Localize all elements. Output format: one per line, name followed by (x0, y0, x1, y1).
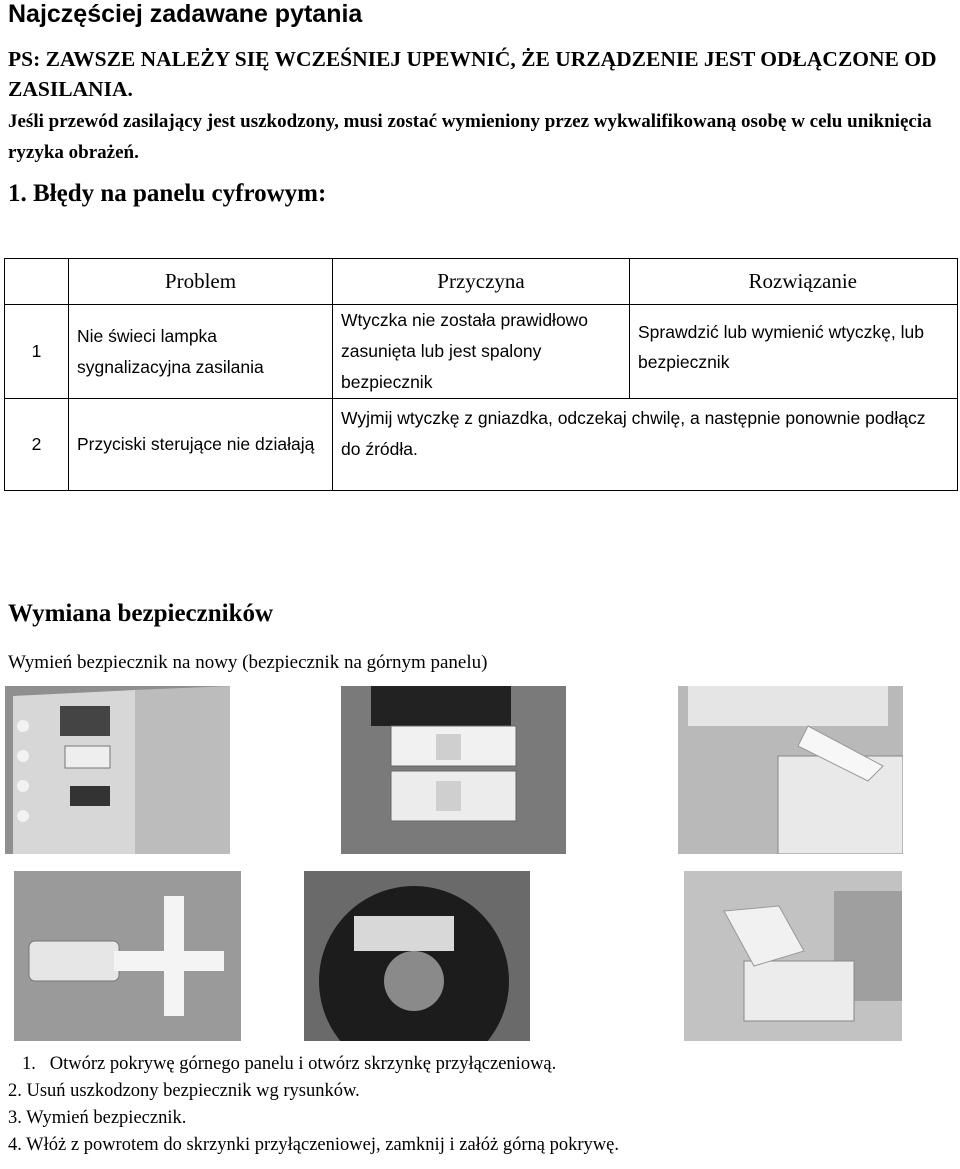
problem-cell: Nie świeci lampka sygnalizacyjna zasilania (69, 305, 333, 399)
table-header-row (5, 259, 958, 305)
table-row (5, 305, 958, 399)
step-3: 3. Wymień bezpiecznik. (8, 1108, 187, 1128)
table-header-cause: Przyczyna (333, 259, 630, 305)
junction-box-illustration (5, 686, 230, 854)
step-2: 2. Usuń uszkodzony bezpiecznik wg rysunków. (8, 1081, 360, 1101)
solution-cell: Sprawdzić lub wymienić wtyczkę, lub bezpiecznik (630, 305, 958, 399)
fuse-section-title: Wymiana bezpieczników (8, 600, 274, 627)
fuse-intro: Wymień bezpiecznik na nowy (bezpiecznik na górnym panelu) (8, 652, 488, 673)
photo-fuse-insert (684, 871, 902, 1041)
errors-table (4, 258, 958, 491)
table-header-solution: Rozwiązanie (630, 259, 958, 305)
table-header-empty (5, 259, 69, 305)
photo-fuse-holders (341, 686, 566, 854)
fuse-insert-illustration (684, 871, 902, 1041)
page-title: Najczęściej zadawane pytania (8, 0, 363, 28)
errors-section-title: 1. Błędy na panelu cyfrowym: (8, 180, 327, 207)
problem-cell: Przyciski sterujące nie działają (69, 399, 333, 491)
fuse-removal-illustration (14, 871, 241, 1041)
step-4: 4. Włóż z powrotem do skrzynki przyłączeniowej, zamknij i załóż górną pokrywę. (8, 1135, 619, 1155)
table-header-problem: Problem (69, 259, 333, 305)
step-1: 1. Otwórz pokrywę górnego panelu i otwórz skrzynkę przyłączeniową. (22, 1054, 557, 1074)
row-number: 1 (5, 305, 69, 399)
power-warning: PS: ZAWSZE NALEŻY SIĘ WCZEŚNIEJ UPEWNIĆ, ŻE URZĄDZENIE JEST ODŁĄCZONE OD ZASILANIA. (8, 47, 937, 101)
photo-spare-fuse-package (304, 871, 530, 1041)
photo-open-junction-box (5, 686, 230, 854)
fuse-holders-illustration (341, 686, 566, 854)
cause-solution-cell: Wyjmij wtyczkę z gniazdka, odczekaj chwilę, a następnie ponownie podłącz do źródła. (333, 399, 958, 491)
cause-cell: Wtyczka nie została prawidłowo zasunięta lub jest spalony bezpiecznik (333, 305, 630, 399)
fuse-steps (8, 1051, 619, 1159)
row-number: 2 (5, 399, 69, 491)
table-row (5, 399, 958, 491)
spare-fuse-package-illustration (304, 871, 530, 1041)
fuse-tool-illustration (678, 686, 903, 854)
photo-fuse-removal (14, 871, 241, 1041)
photo-fuse-tool (678, 686, 903, 854)
cable-note: Jeśli przewód zasilający jest uszkodzony, musi zostać wymieniony przez wykwalifikowaną osobę w celu uniknięcia ryzyka obrażeń. (8, 111, 932, 163)
